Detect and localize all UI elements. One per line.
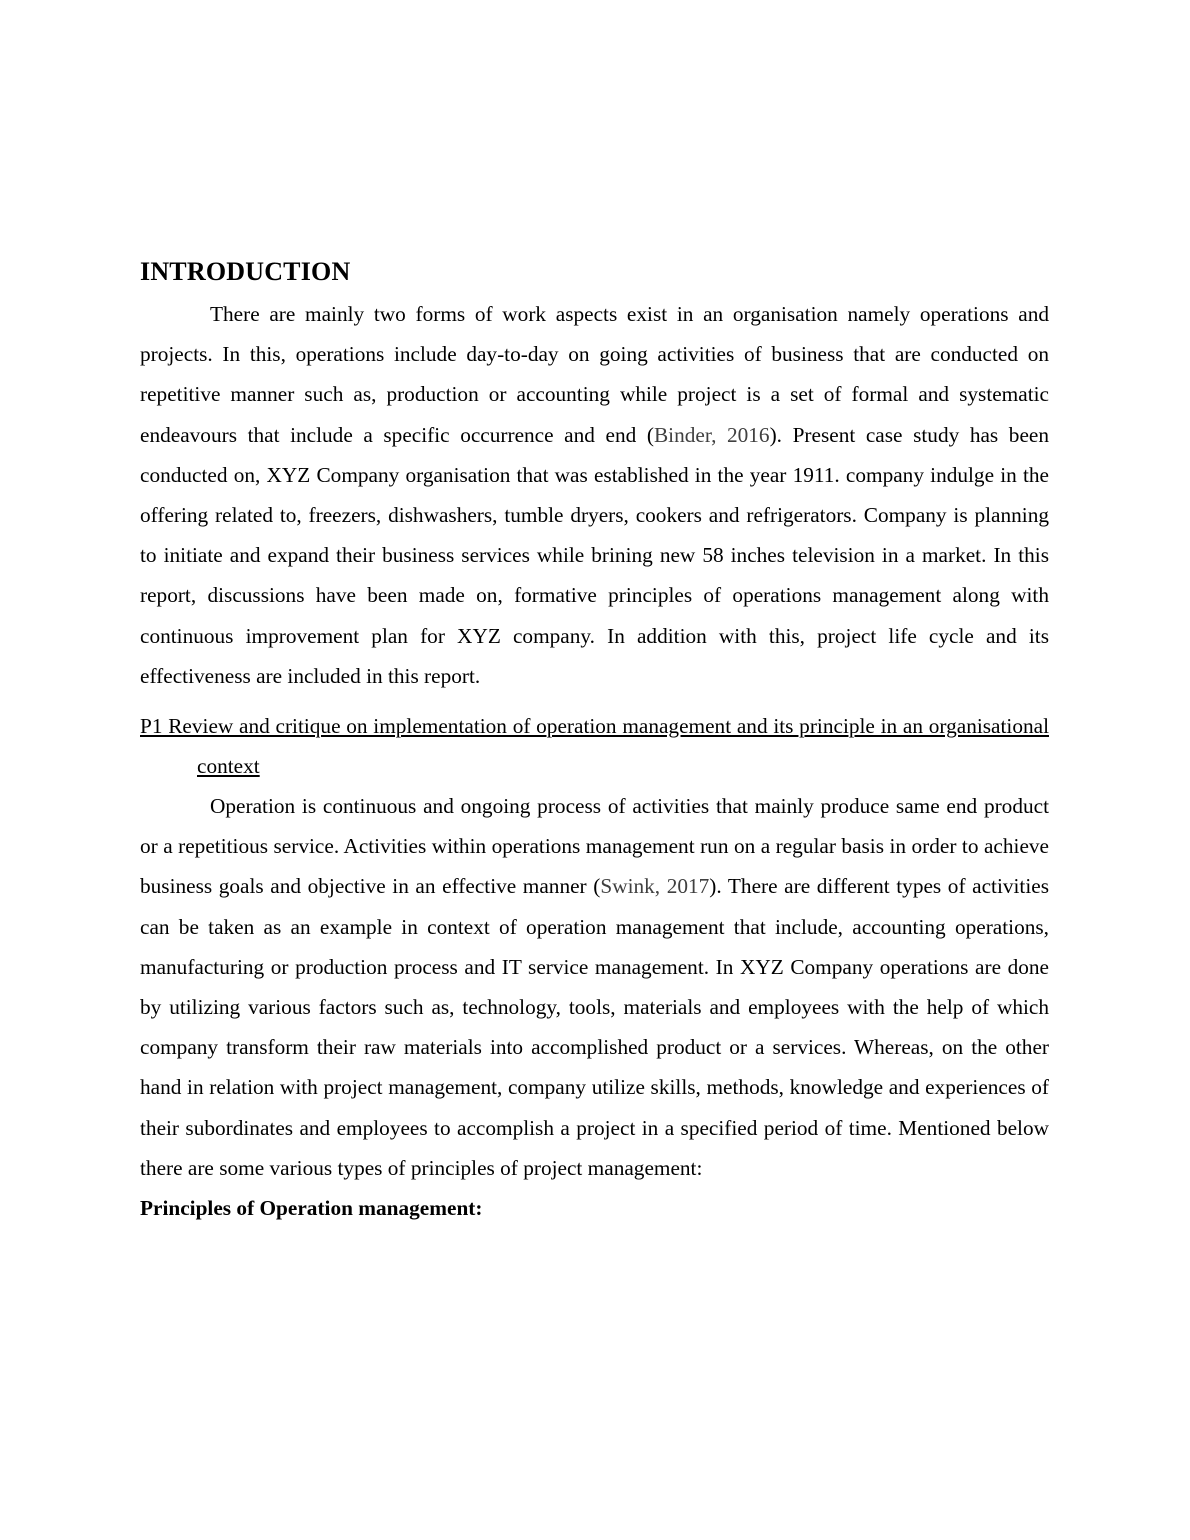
operations-text-part1: Operation is continuous and ongoing process of activities that mainly produce same end product or a repetitious service. Activities within operations management run on a regular basis in order to achieve business goals and objective in an effective manner ( [140,794,1049,899]
document-body [140,254,1049,1228]
operations-text-part2: ). There are different types of activities can be taken as an example in context of operation management that include, accounting operations, manufacturing or production process and IT service management. In XYZ Company operations are done by utilizing various factors such as, technology, tools, materials and employees with the help of which company transform their raw materials into accomplished product or a services. Whereas, on the other hand in relation with project management, company utilize skills, methods, knowledge and experiences of their subordinates and employees to accomplish a project in a specified period of time. Mentioned below there are some various types of principles of project management: [140,874,1049,1180]
introduction-paragraph [140,294,1049,696]
introduction-heading: INTRODUCTION [140,257,351,286]
p1-section-heading: P1 Review and critique on implementation of operation management and its principle in an organisational context [140,714,1049,779]
operations-paragraph [140,786,1049,1188]
intro-text-part1: There are mainly two forms of work aspects exist in an organisation namely operations and projects. In this, operations include day-to-day on going activities of business that are conducted on repetitive manner such as, production or accounting while project is a set of formal and systematic endeavours that include a specific occurrence and end ( [140,302,1049,447]
operations-citation: Swink, 2017 [600,874,710,899]
principles-heading: Principles of Operation management: [140,1196,483,1221]
intro-text-part2: ). Present case study has been conducted on, XYZ Company organisation that was established in the year 1911. company indulge in the offering related to, freezers, dishwashers, tumble dryers, cookers and refrigerators. Company is planning to initiate and expand their business services while brining new 58 inches television in a market. In this report, discussions have been made on, formative principles of operations management along with continuous improvement plan for XYZ company. In addition with this, project life cycle and its effectiveness are included in this report. [140,422,1050,688]
intro-citation: Binder, 2016 [653,422,770,447]
